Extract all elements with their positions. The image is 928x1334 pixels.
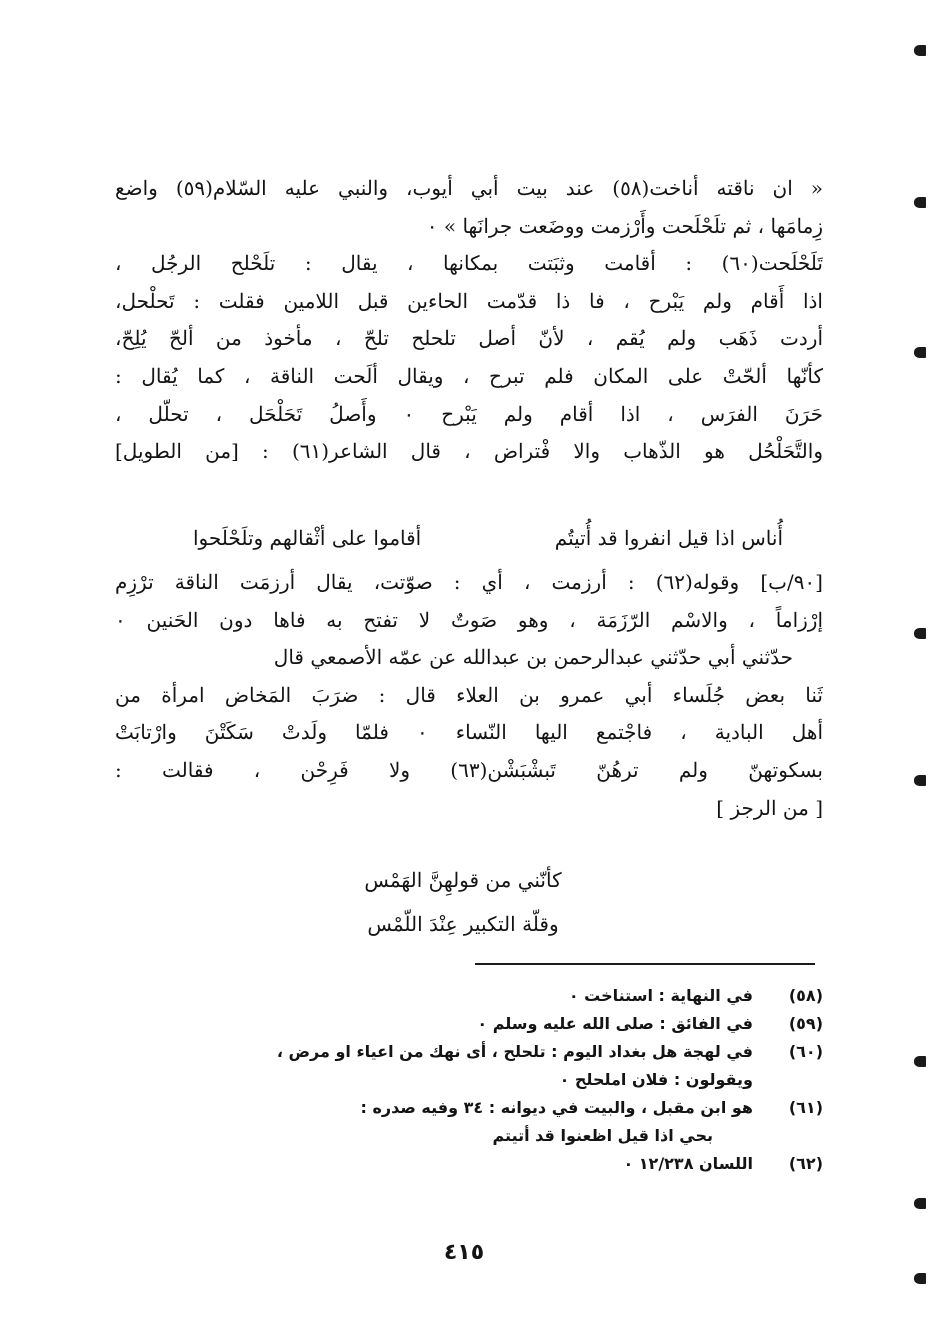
verse-line: [193, 520, 783, 556]
text-line: ثَنا بعض جُلَساء أبي عمرو بن العلاء قال : ضرَبَ المَخاض امرأة من: [115, 682, 823, 707]
meter-label: [ من الرجز ]: [716, 795, 823, 820]
footnote-text: في النهاية : استناخت ٠: [568, 986, 753, 1005]
poem: [253, 858, 673, 946]
footnote: [113, 1094, 823, 1150]
footnote: [113, 1010, 823, 1038]
text-line: [٩٠/ب] وقوله(٦٢) : أرزمت ، أي : صوّتت، يقال أرزمَت الناقة ترْزِم: [115, 570, 823, 594]
text-line: زِمامَها ، ثم تلَحْلَحت وأَرْزمت ووضَعت جرانَها » ٠: [426, 213, 823, 238]
footnote-divider: [475, 963, 815, 965]
footnote-number: (٥٨): [788, 986, 823, 1005]
footnote: [113, 1038, 823, 1094]
text-line: كأنّها ألحّتْ على المكان فلم تبرح ، ويقال ألَحت الناقة ، كما يُقال :: [115, 363, 823, 388]
footnote: [113, 982, 823, 1010]
margin-mark: [914, 1198, 926, 1209]
footnote-text-block: [113, 1094, 765, 1150]
text-line: بسكوتهنّ ولم ترهُنّ تَبشْبَشْن(٦٣) ولا فَرِحْن ، فقالت :: [115, 757, 823, 782]
verse-second-hemistich: أقاموا على أثْقالهم وتلَحْلَحوا: [193, 526, 422, 550]
main-text-block-2: [115, 564, 823, 827]
margin-mark: [914, 1056, 926, 1067]
page-number: ٤١٥: [443, 1240, 485, 1265]
footnote-text-block: [113, 1038, 765, 1094]
text-line: حَرَنَ الفرَس ، اذا أقام ولم يَبْرح ٠ وأَصلُ تَحَلْحَل ، تحلّل ،: [115, 401, 823, 426]
poem-line: وقلّة التكبير عِنْدَ اللّمْس: [367, 912, 559, 936]
footnote-number: (٥٩): [788, 1014, 823, 1033]
text-line: تَلَحْلَحت(٦٠) : أقامت وثبَتت بمكانها ، يقال : تلَحْلح الرجُل ،: [115, 251, 823, 276]
text-line: اذا أَقام ولم يَبْرح ، فا ذا قدّمت الحاءين قبل اللامين فقلت : تَحلْحل،: [115, 288, 823, 313]
footnote-text: في لهجة هل بغداد اليوم : تلحلح ، أى نهك من اعياء او مرض ،: [276, 1042, 753, 1061]
text-line: أردت ذَهَب ولم يُقم ، لأنّ أصل تلحلح تلحّ ، مأخوذ من ألحّ يُلِحّ،: [115, 326, 823, 351]
main-text-block-1: [115, 170, 823, 471]
footnote: [113, 1150, 823, 1178]
margin-mark: [914, 1273, 926, 1284]
margin-mark: [914, 45, 926, 56]
footnote-continuation: بحي اذا قيل اظعنوا قد أتيتم: [492, 1126, 713, 1145]
margin-mark: [914, 347, 926, 358]
text-line: والتَّحَلْحُل هو الذّهاب والا فْتراض ، قال الشاعر(٦١) : [من الطويل]: [115, 439, 823, 464]
footnote-continuation: ويقولون : فلان املحلح ٠: [559, 1070, 753, 1089]
margin-mark: [914, 197, 926, 208]
footnote-text: في الفائق : صلى الله عليه وسلم ٠: [477, 1014, 753, 1033]
text-line: إرْزاماً ، والاسْم الرّزَمَة ، وهو صَوتٌ لا تفتح به فاها دون الحَنين ٠: [115, 607, 823, 632]
footnote-text: هو ابن مقبل ، والبيت في ديوانه : ٣٤ وفيه صدره :: [360, 1098, 753, 1117]
footnotes: [113, 982, 823, 1178]
text-line: أهل البادية ، فاجْتمع اليها النّساء ٠ فلمّا ولَدتْ سَكَتْنَ وارْتابَتْ: [115, 720, 823, 745]
footnote-number: (٦٢): [788, 1154, 823, 1173]
margin-mark: [914, 775, 926, 786]
footnote-number: (٦٠): [788, 1042, 823, 1061]
verse-first-hemistich: أُناس اذا قيل انفروا قد أُتيتُم: [554, 526, 783, 550]
margin-mark: [914, 628, 926, 639]
footnote-text: اللسان ١٢/٢٣٨ ٠: [623, 1154, 753, 1173]
footnote-number: (٦١): [788, 1098, 823, 1117]
text-line: « ان ناقته أناخت(٥٨) عند بيت أبي أيوب، والنبي عليه السّلام(٥٩) واضع: [115, 176, 823, 200]
poem-line: كأنّني من قولهِنَّ الهَمْس: [364, 868, 562, 892]
text-line: حدّثني أبي حدّثني عبدالرحمن بن عبدالله عن عمّه الأصمعي قال: [273, 645, 793, 670]
